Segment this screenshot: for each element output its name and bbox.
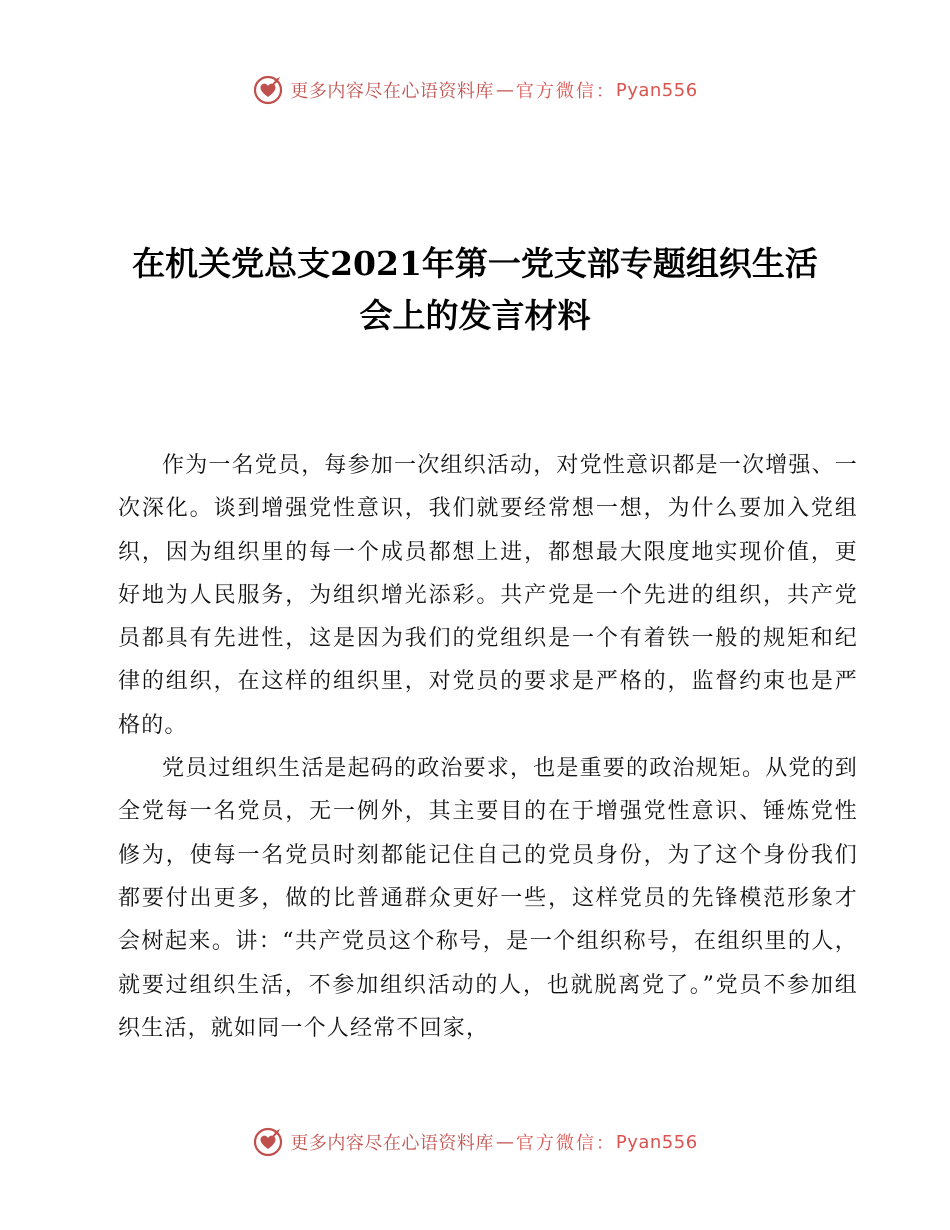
paragraph-2: 党员过组织生活是起码的政治要求，也是重要的政治规矩。从党的到全党每一名党员，无一例外，其主要目的在于增强党性意识、锤炼党性修为，使每一名党员时刻都能记住自己的党员身份，为了这个身份我们都要付出更多，做的比普通群众更好一些，这样党员的先锋模范形象才会树起来。讲：“共产党员这个称号，是一个组织称号，在组织里的人，就要过组织生活，不参加组织活动的人，也就脱离党了。”党员不参加组织生活，就如同一个人经常不回家， bbox=[118, 756, 859, 1041]
paragraph-1: 作为一名党员，每参加一次组织活动，对党性意识都是一次增强、一次深化。谈到增强党性意识，我们就要经常想一想，为什么要加入党组织，因为组织里的每一个成员都想上进，都想最大限度地实现价值，更好地为人民服务，为组织增光添彩。共产党是一个先进的组织，共产党员都具有先进性，这是因为我们的党组织是一个有着铁一般的规矩和纪律的组织，在这样的组织里，对党员的要求是严格的，监督约束也是严格的。 bbox=[118, 453, 859, 738]
watermark-separator: — bbox=[495, 79, 514, 101]
watermark-wechat-id: Pyan556 bbox=[615, 1131, 698, 1153]
title-line-1: 在机关党总支2021年第一党支部专题组织生活 bbox=[132, 244, 818, 283]
watermark-label: 官方微信： bbox=[515, 1133, 616, 1154]
heart-pen-logo-icon bbox=[252, 1126, 284, 1158]
footer-watermark bbox=[0, 1122, 950, 1162]
watermark-wechat-id: Pyan556 bbox=[615, 79, 698, 101]
document-title bbox=[80, 238, 870, 342]
watermark-separator: — bbox=[495, 1131, 514, 1153]
header-watermark bbox=[0, 70, 950, 110]
heart-pen-logo-icon bbox=[252, 74, 284, 106]
title-line-2: 会上的发言材料 bbox=[359, 296, 591, 335]
watermark-label: 官方微信： bbox=[515, 81, 616, 102]
watermark-brand: 更多内容尽在心语资料库 bbox=[290, 81, 494, 102]
watermark-brand: 更多内容尽在心语资料库 bbox=[290, 1133, 494, 1154]
document-body bbox=[118, 444, 858, 1050]
